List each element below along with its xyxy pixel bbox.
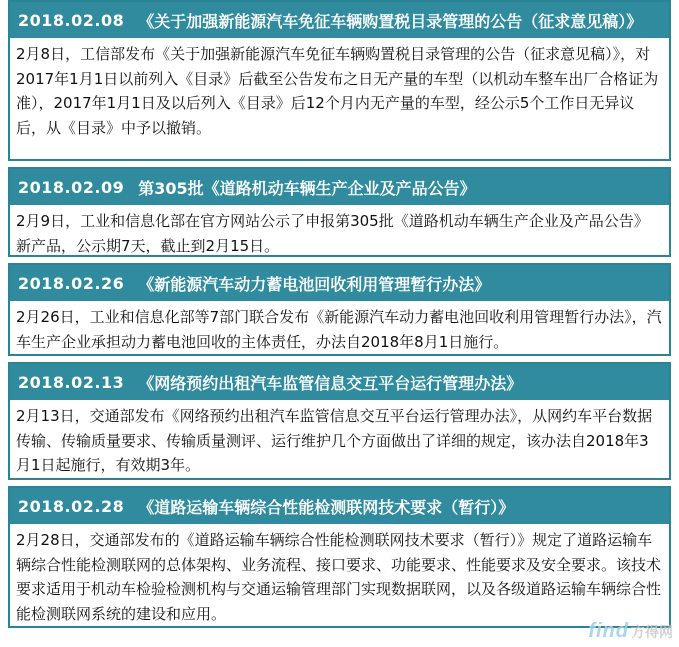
item-body: 2月8日，工信部发布《关于加强新能源汽车免征车辆购置税目录管理的公告（征求意见稿）》，对2017年1月1日以前列入《目录》后截至公告发布之日无产量的车型（以机动车整车出厂合格证为准），2017年1月1日及以后列入《目录》后12个月内无产量的车型，经公示5个工作日无异议后，从《目录》中予以撤销。 — [16, 45, 659, 137]
item-body: 2月26日，工业和信息化部等7部门联合发布《新能源汽车动力蓄电池回收利用管理暂行办法》，汽车生产企业承担动力蓄电池回收的主体责任，办法自2018年8月1日施行。 — [16, 308, 662, 351]
list-item — [8, 362, 671, 480]
list-item — [8, 167, 671, 257]
watermark-latin: find — [588, 620, 629, 642]
item-body: 2月9日，工业和信息化部在官方网站公示了申报第305批《道路机动车辆生产企业及产品公告》新产品，公示期7天，截止到2月15日。 — [16, 212, 649, 255]
item-body: 2月28日，交通部发布的《道路运输车辆综合性能检测联网技术要求（暂行）》规定了道路运输车辆综合性能检测联网的总体架构、业务流程、接口要求、功能要求、性能要求及安全要求。该技术要求适用于机动车检验检测机构与交通运输管理部门实现数据联网，以及各级道路运输车辆综合性能检测联网系统的建设和应用。 — [16, 531, 662, 623]
item-date: 2018.02.13 — [18, 372, 125, 392]
list-item — [8, 486, 671, 628]
item-title: 《道路运输车辆综合性能检测联网技术要求（暂行）》 — [138, 497, 515, 517]
item-header — [10, 169, 669, 205]
item-header — [10, 2, 669, 38]
item-title: 《新能源汽车动力蓄电池回收利用管理暂行办法》 — [138, 274, 491, 294]
item-body: 2月13日，交通部发布《网络预约出租汽车监管信息交互平台运行管理办法》，从网约车平台数据传输、传输质量要求、传输质量测评、运行维护几个方面做出了详细的规定，该办法自2018年3月1日起施行，有效期3年。 — [16, 407, 653, 474]
watermark-cn: 方得网 — [631, 625, 673, 641]
announcement-list — [8, 0, 671, 628]
item-header — [10, 364, 669, 400]
item-date: 2018.02.09 — [18, 177, 125, 197]
item-date: 2018.02.28 — [18, 496, 125, 516]
item-date: 2018.02.26 — [18, 273, 125, 293]
list-item — [8, 0, 671, 161]
item-header — [10, 488, 669, 524]
site-watermark — [588, 620, 673, 643]
item-title: 《网络预约出租汽车监管信息交互平台运行管理办法》 — [138, 373, 523, 393]
item-title: 第305批《道路机动车辆生产企业及产品公告》 — [138, 178, 476, 198]
item-date: 2018.02.08 — [18, 10, 125, 30]
item-title: 《关于加强新能源汽车免征车辆购置税目录管理的公告（征求意见稿）》 — [138, 11, 643, 31]
list-item — [8, 263, 671, 356]
item-header — [10, 265, 669, 301]
